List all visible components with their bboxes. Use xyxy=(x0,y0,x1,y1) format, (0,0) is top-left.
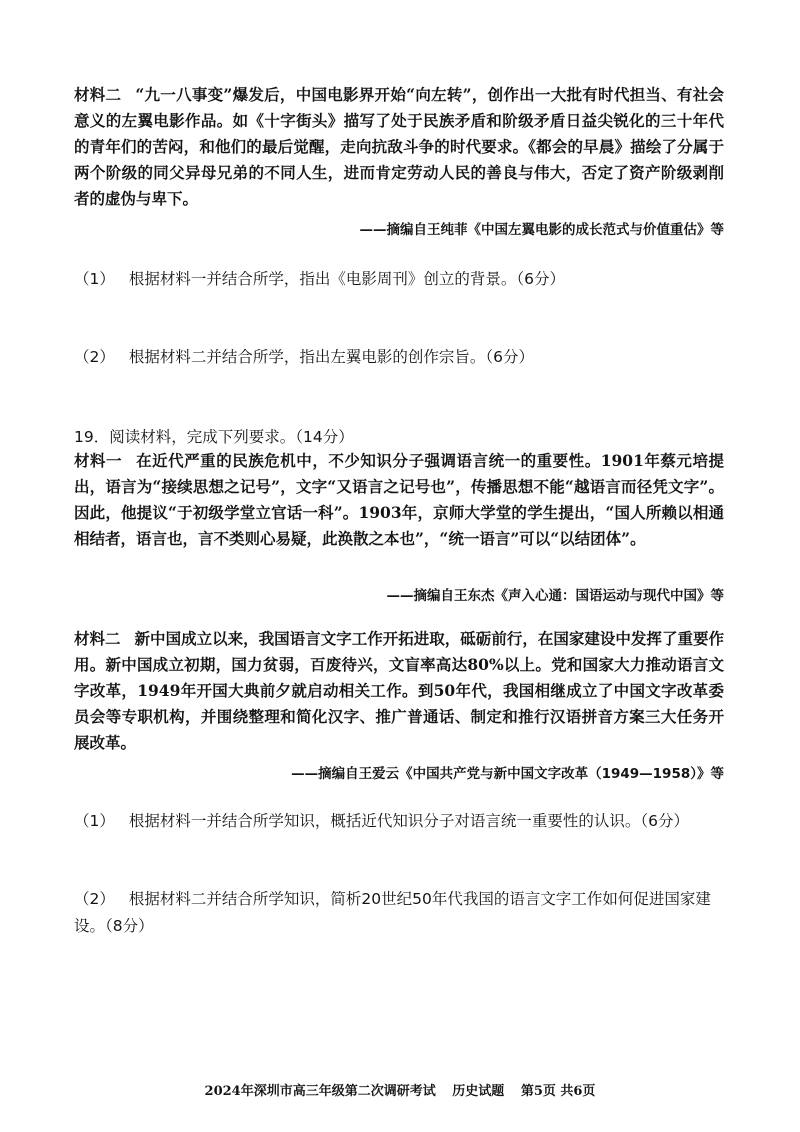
material-label: 材料二 xyxy=(74,85,122,104)
question-text: 根据材料一并结合所学，指出《电影周刊》创立的背景。（6分） xyxy=(128,270,565,288)
subject-title: 历史试题 xyxy=(452,1084,505,1099)
question-text: 根据材料一并结合所学知识，概括近代知识分子对语言统一重要性的认识。（6分） xyxy=(128,812,689,830)
question-text: 根据材料二并结合所学知识，简析20世纪50年代我国的语言文字工作如何促进国家建设。（8分） xyxy=(74,890,711,935)
material-source: ——摘编自王爱云《中国共产党与新中国文字改革（1949—1958）》等 xyxy=(291,766,724,782)
question-text: 根据材料二并结合所学，指出左翼电影的创作宗旨。（6分） xyxy=(128,348,534,366)
question-number: （2） xyxy=(74,890,115,908)
question-number: （1） xyxy=(74,812,115,830)
material-label: 材料二 xyxy=(74,629,121,648)
page-number: 第5页 共6页 xyxy=(520,1084,596,1099)
question-19-1 xyxy=(74,808,734,835)
question-19-heading: 19．阅读材料，完成下列要求。（14分） xyxy=(74,428,354,446)
exam-title: 2024年深圳市高三年级第二次调研考试 xyxy=(204,1084,436,1099)
question-18-2 xyxy=(74,344,734,371)
question-number: （1） xyxy=(74,270,115,288)
question-18-1 xyxy=(74,266,734,293)
material-text: “九一八事变”爆发后，中国电影界开始“向左转”，创作出一大批有时代担当、有社会意义的左翼电影作品。如《十字街头》描写了处于民族矛盾和阶级矛盾日益尖锐化的三十年代的青年们的苦闷，和他们的最后觉醒，走向抗敌斗争的时代要求。《都会的早晨》描绘了分属于两个阶级的同父异母兄弟的不同人生，进而肯定劳动人民的善良与伟大，否定了资产阶级剥削者的虚伪与卑下。 xyxy=(74,85,724,208)
question-number: （2） xyxy=(74,348,115,366)
material-source: ——摘编自王纯菲《中国左翼电影的成长范式与价值重估》等 xyxy=(359,222,724,238)
material-text: 在近代严重的民族危机中，不少知识分子强调语言统一的重要性。1901年蔡元培提出，语言为“接续思想之记号”，文字“又语言之记号也”，传播思想不能“越语言而径凭文字”。因此，他提议“于初级学堂立官话一科”。1903年，京师大学堂的学生提出，“国人所赖以相通相结者，语言也，言不类则心易疑，此涣散之本也”，“统一语言”可以“以结团体”。 xyxy=(74,451,724,548)
material-source: ——摘编自王东杰《声入心通：国语运动与现代中国》等 xyxy=(386,588,724,604)
material-text: 新中国成立以来，我国语言文字工作开拓进取，砥砺前行，在国家建设中发挥了重要作用。新中国成立初期，国力贫弱，百废待兴，文盲率高达80%以上。党和国家大力推动语言文字改革，1949年开国大典前夕就启动相关工作。到50年代，我国相继成立了中国文字改革委员会等专职机构，并围绕整理和简化汉字、推广普通话、制定和推行汉语拼音方案三大任务开展改革。 xyxy=(74,629,724,752)
q19-material-one xyxy=(74,448,724,552)
q19-material-two xyxy=(74,626,724,756)
material-two-film xyxy=(74,82,724,212)
material-label: 材料一 xyxy=(74,451,123,470)
question-19-2 xyxy=(74,886,714,940)
page-footer xyxy=(0,1080,800,1099)
